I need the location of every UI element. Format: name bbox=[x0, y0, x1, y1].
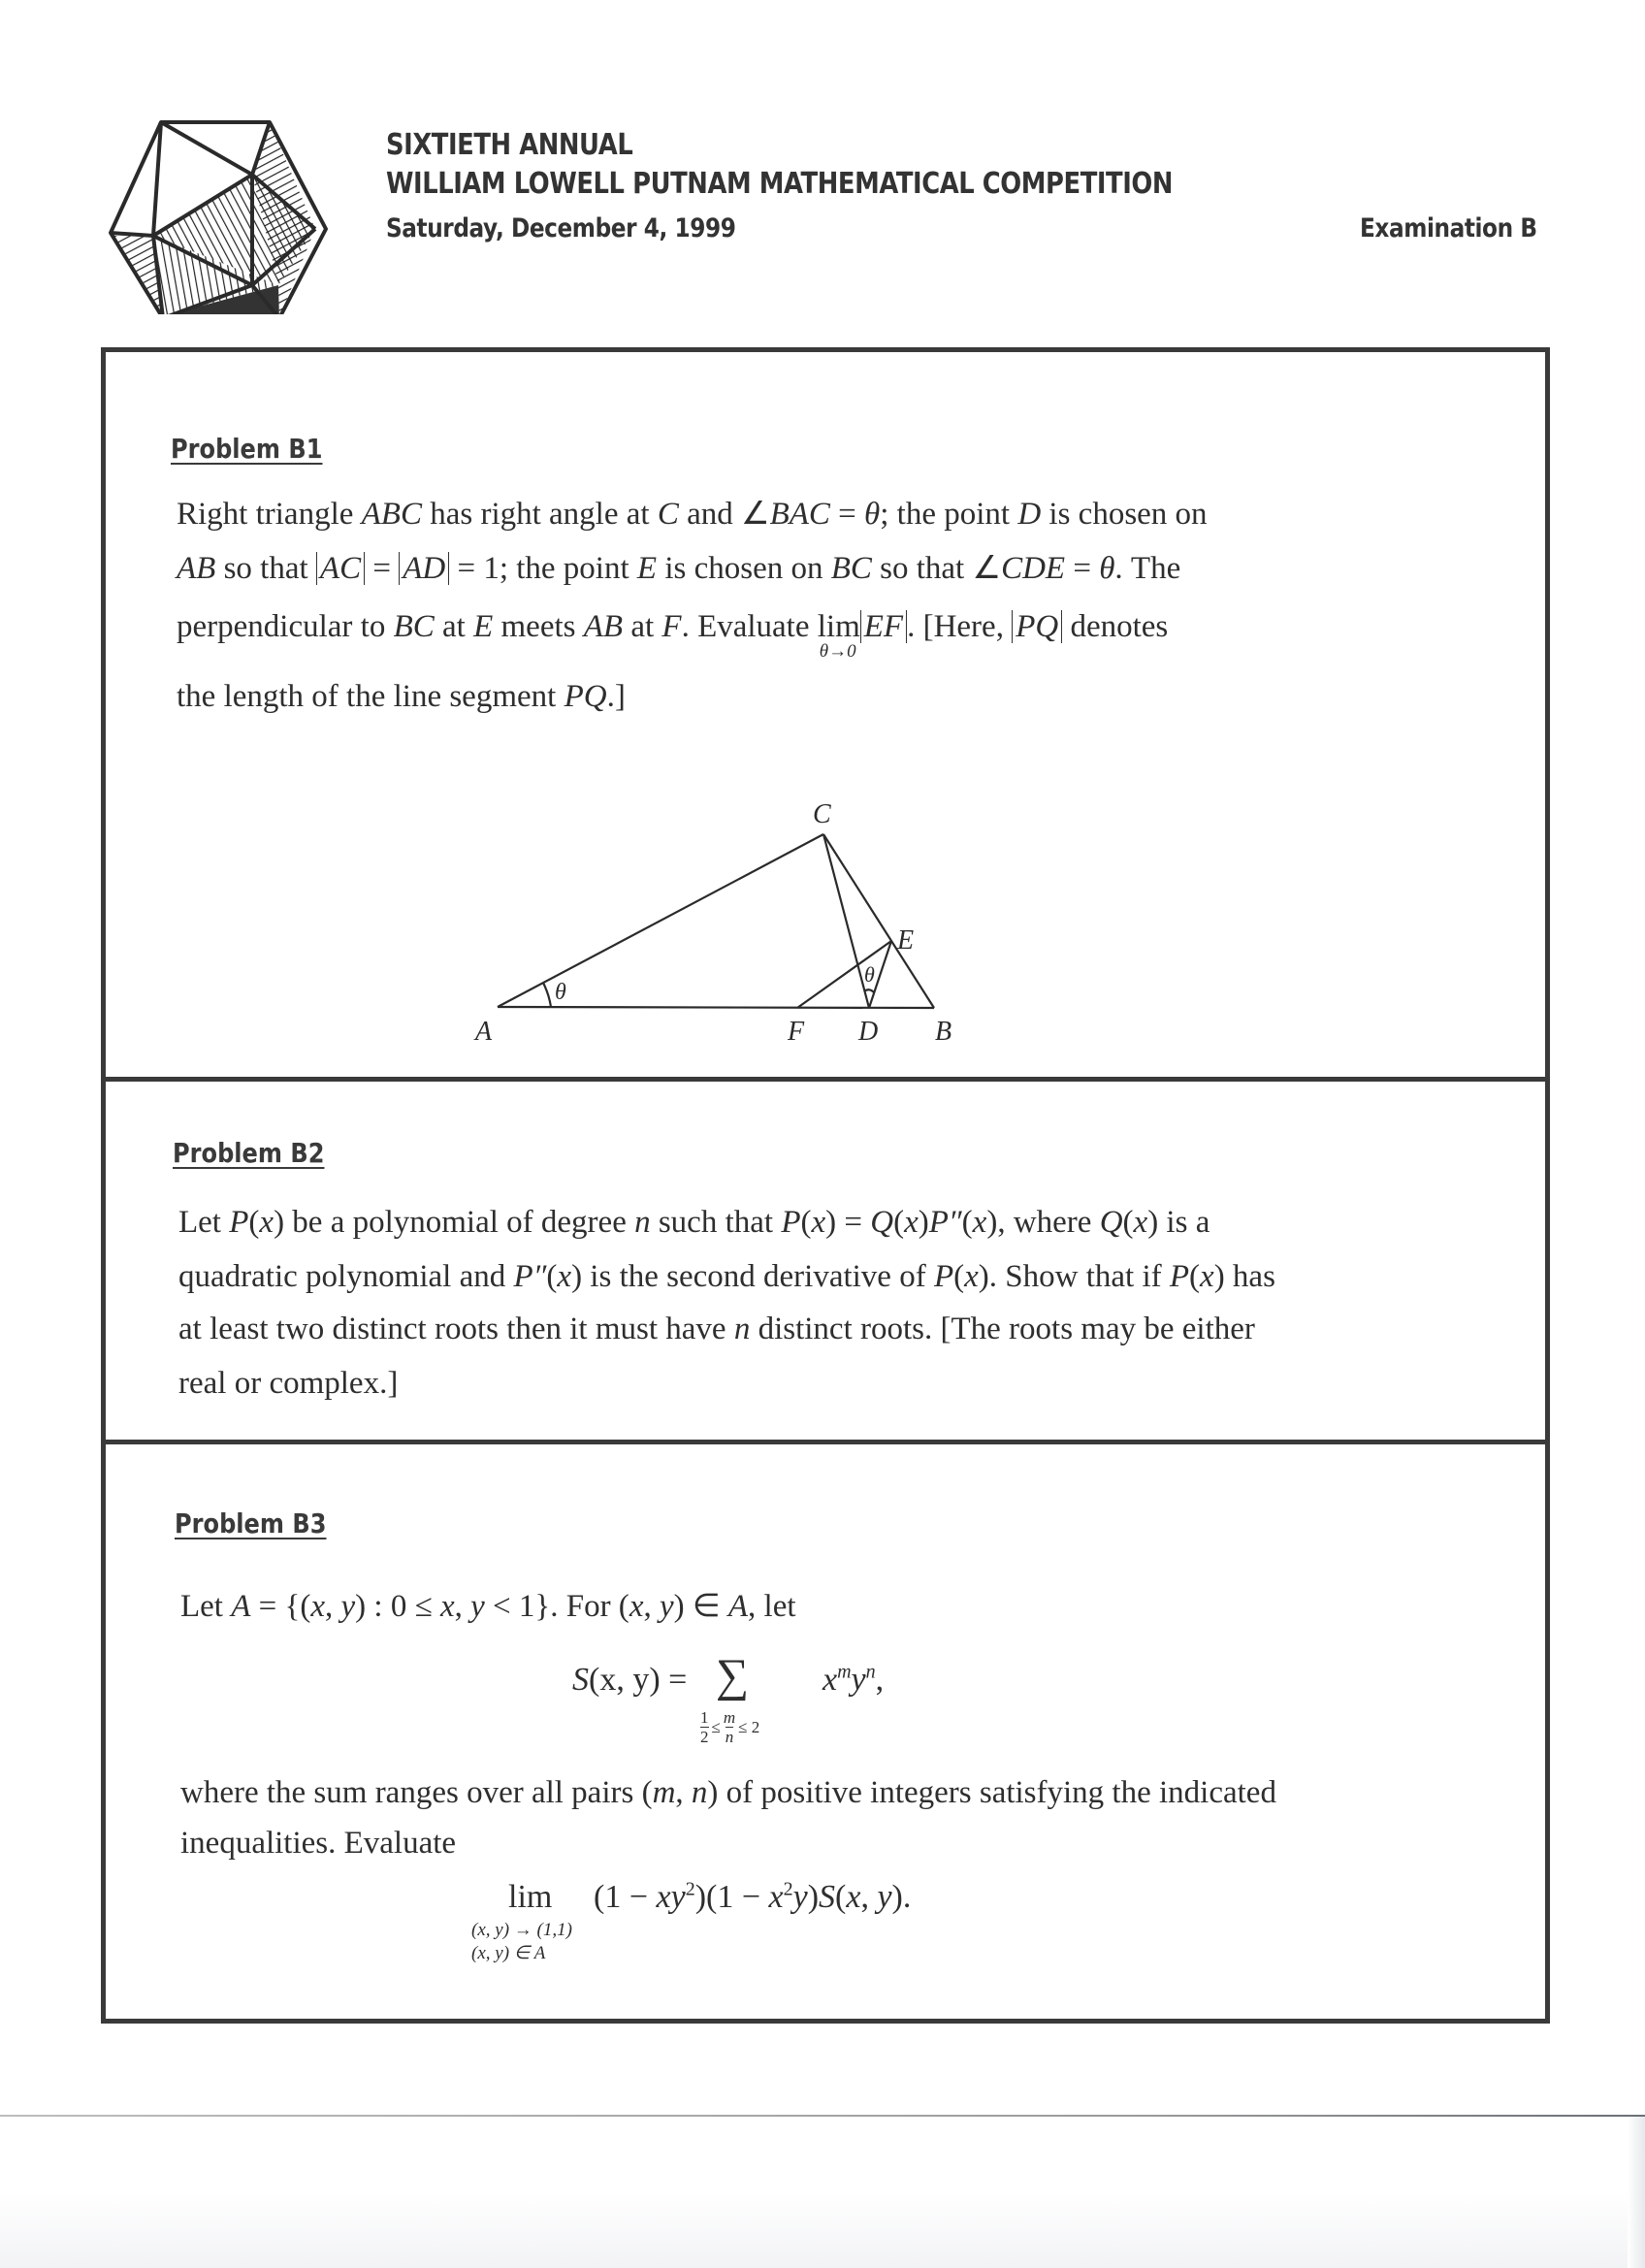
scan-right-shade bbox=[1628, 2117, 1645, 2268]
icosahedron-logo-icon bbox=[97, 114, 328, 314]
limit-subscript bbox=[471, 1919, 572, 1965]
problem-b3-line: where the sum ranges over all pairs (m, n) of positive integers satisfying the indicated bbox=[180, 1775, 1276, 1810]
problem-b1-line: AB so that AC = AD = 1; the point E is chosen on BC so that ∠CDE = θ. The bbox=[177, 551, 1181, 586]
problem-b2-line: at least two distinct roots then it must have n distinct roots. [The roots may be either bbox=[178, 1312, 1255, 1346]
segment-ac bbox=[498, 834, 823, 1007]
sum-subscript-fraction-mn: $\frac{m}{n}$ bbox=[723, 1708, 736, 1746]
label-a: A bbox=[475, 1017, 493, 1047]
problem-b3-line: inequalities. Evaluate bbox=[180, 1826, 457, 1861]
segment-cd bbox=[823, 834, 869, 1008]
sum-subscript-le-2: ≤ 2 bbox=[738, 1718, 760, 1736]
sum-subscript-le: ≤ bbox=[711, 1718, 721, 1736]
sum-symbol: ∑ bbox=[716, 1650, 750, 1701]
header-date: Saturday, December 4, 1999 bbox=[386, 213, 736, 243]
equation-s-summand: $x^my^n$, bbox=[822, 1661, 885, 1698]
limit-subscript-domain: (x, y) ∈ A bbox=[471, 1943, 546, 1963]
limit-expression: $(1 - xy^2)(1 - x^2y)S(x$, y). bbox=[594, 1878, 912, 1915]
angle-arc-a bbox=[543, 983, 551, 1007]
label-e: E bbox=[897, 925, 915, 956]
problem-b1-line: Right triangle ABC has right angle at C and ∠BAC = θ; the point D is chosen on bbox=[177, 497, 1208, 532]
triangle-diagram bbox=[466, 786, 1009, 1057]
sum-subscript-fraction-half: $\frac{1}{2}$ bbox=[700, 1708, 709, 1746]
problem-b2-title: Problem B2 bbox=[173, 1137, 325, 1169]
equation-s-definition: S(x, y) = bbox=[572, 1662, 688, 1698]
label-theta-a: θ bbox=[555, 980, 566, 1005]
limit-subscript-approach: (x, y) → (1,1) bbox=[471, 1920, 572, 1940]
sum-subscript bbox=[700, 1709, 759, 1746]
problem-b2-line: Let P(x) be a polynomial of degree n such that P(x) = Q(x)P″(x), where Q(x) is a bbox=[178, 1205, 1210, 1240]
problem-divider bbox=[101, 1077, 1550, 1082]
label-c: C bbox=[813, 799, 831, 829]
header-competition-ordinal: SIXTIETH ANNUAL bbox=[386, 128, 633, 162]
limit-operator: lim bbox=[508, 1879, 553, 1915]
label-f: F bbox=[788, 1017, 805, 1047]
scan-bottom-shade bbox=[0, 2192, 1645, 2268]
header-competition-name: WILLIAM LOWELL PUTNAM MATHEMATICAL COMPETITION bbox=[386, 167, 1174, 201]
problem-b2-line: real or complex.] bbox=[178, 1366, 399, 1401]
problems-frame bbox=[101, 347, 1550, 2024]
label-b: B bbox=[935, 1017, 952, 1047]
limit-subscript-theta: θ→0 bbox=[819, 641, 856, 662]
scan-fold-line bbox=[0, 2115, 1645, 2117]
label-theta-d: θ bbox=[864, 962, 875, 987]
problem-b1-line: the length of the line segment PQ.] bbox=[177, 679, 626, 714]
segment-fe bbox=[797, 941, 891, 1008]
problem-b3-line: Let A = {(x, y) : 0 ≤ x, y < 1}. For (x, y) ∈ A, let bbox=[180, 1589, 796, 1624]
problem-divider bbox=[101, 1440, 1550, 1444]
label-d: D bbox=[858, 1017, 879, 1047]
problem-b3-title: Problem B3 bbox=[175, 1507, 327, 1539]
problem-b1-line: perpendicular to BC at E meets AB at F. Evaluate lim θ→0 EF . [Here, PQ denotes bbox=[177, 609, 1169, 662]
header-examination: Examination B bbox=[1360, 213, 1537, 243]
problem-b2-line: quadratic polynomial and P″(x) is the second derivative of P(x). Show that if P(x) has bbox=[178, 1259, 1275, 1294]
problem-b1-title: Problem B1 bbox=[171, 433, 323, 465]
